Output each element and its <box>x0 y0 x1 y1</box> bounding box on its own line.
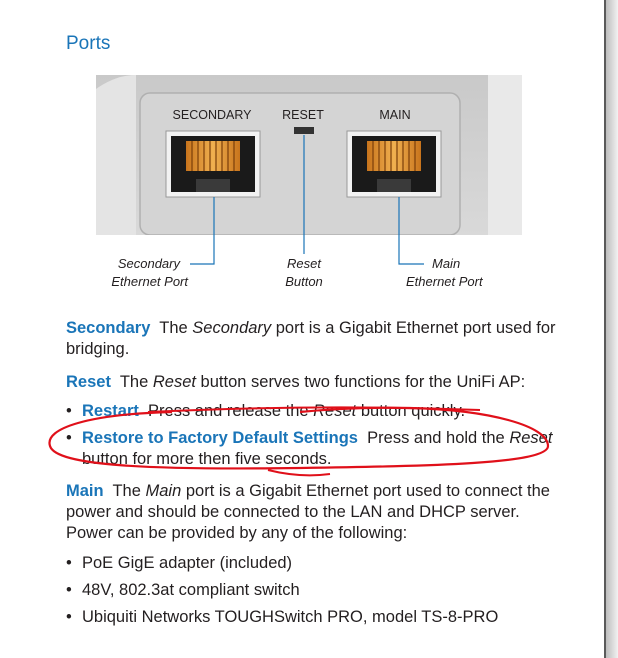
factory-italic: Reset <box>509 429 553 447</box>
restart-italic: Reset <box>313 402 357 420</box>
secondary-text-2: port is a Gigabit Ethernet port used for bridging. <box>66 319 556 358</box>
label-secondary: SECONDARY <box>172 108 252 122</box>
main-port <box>347 131 441 197</box>
red-ellipse-tail <box>268 470 330 475</box>
secondary-italic: Secondary <box>192 319 272 337</box>
main-italic: Main <box>145 482 182 500</box>
callout-main-line1: Main <box>432 256 461 271</box>
term-secondary: Secondary <box>66 319 151 337</box>
page-edge-shadow <box>606 0 618 658</box>
power-option-text: 48V, 802.3at compliant switch <box>82 581 300 599</box>
reset-paragraph <box>66 372 566 393</box>
secondary-text-1: The <box>159 319 193 337</box>
restart-text-2: button quickly. <box>356 402 466 420</box>
bullet-dot: • <box>66 429 72 447</box>
power-option-text: PoE GigE adapter (included) <box>82 554 293 572</box>
reset-italic: Reset <box>152 373 196 391</box>
term-factory-reset: Restore to Factory Default Settings <box>82 429 358 447</box>
reset-text-1: The <box>119 373 153 391</box>
housing-left-lip <box>96 75 136 235</box>
factory-text-1: Press and hold the <box>367 429 510 447</box>
callout-leader-secondary <box>190 235 214 264</box>
main-paragraph <box>66 481 566 544</box>
reset-text-2: button serves two functions for the UniFi AP: <box>195 373 526 391</box>
callout-main-line2: Ethernet Port <box>406 274 483 289</box>
callout-leader-main <box>399 235 424 264</box>
ports-illustration <box>96 75 522 235</box>
main-text-1: The <box>112 482 146 500</box>
bullet-dot: • <box>66 608 72 626</box>
bullet-dot: • <box>66 554 72 572</box>
bullet-dot: • <box>66 402 72 420</box>
callout-secondary-line1: Secondary <box>117 256 180 271</box>
label-reset: RESET <box>282 108 324 122</box>
reset-button <box>294 127 314 134</box>
restart-text-1: Press and release the <box>148 402 314 420</box>
label-main: MAIN <box>379 108 411 122</box>
housing-right-panel <box>488 75 522 235</box>
secondary-paragraph <box>66 318 566 360</box>
bullet-dot: • <box>66 581 72 599</box>
term-main: Main <box>66 482 104 500</box>
main-text-2: port is a Gigabit Ethernet port used to connect the power and should be connected to the LAN and DHCP server. Power can be provided by any of the following: <box>66 482 550 542</box>
callout-reset-line1: Reset <box>287 256 321 271</box>
factory-text-2: button for more then five seconds. <box>82 450 332 468</box>
callout-reset-line2: Button <box>285 274 323 289</box>
secondary-port <box>166 131 260 197</box>
term-reset: Reset <box>66 373 111 391</box>
callout-secondary-line2: Ethernet Port <box>111 274 188 289</box>
power-option-text: Ubiquiti Networks TOUGHSwitch PRO, model TS-8-PRO <box>82 608 499 626</box>
section-title: Ports <box>66 33 111 54</box>
term-restart: Restart <box>82 402 139 420</box>
